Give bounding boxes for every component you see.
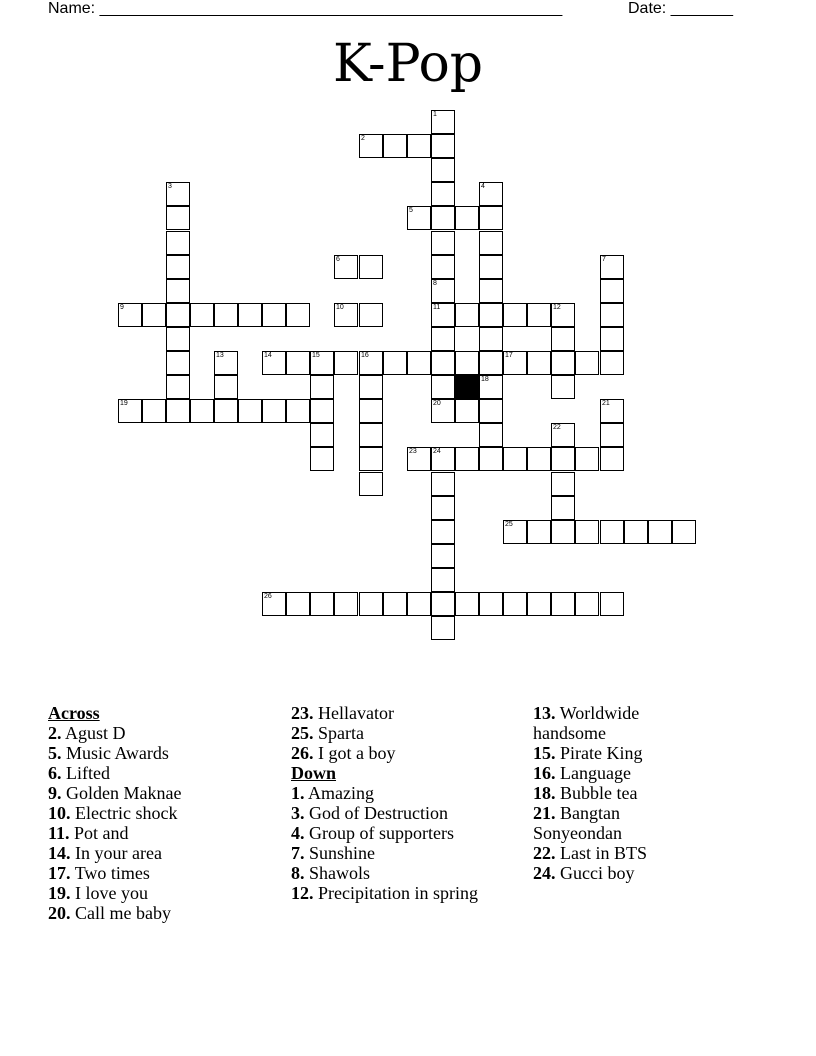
grid-cell[interactable] <box>262 351 286 375</box>
grid-cell[interactable] <box>479 327 503 351</box>
grid-cell[interactable] <box>527 303 551 327</box>
grid-cell[interactable] <box>455 447 479 471</box>
clue-across-2: 2. Agust D <box>48 723 126 743</box>
clue-across-14: 14. In your area <box>48 843 162 863</box>
down-heading: Down <box>291 763 337 783</box>
grid-cell[interactable] <box>407 447 431 471</box>
grid-cell[interactable] <box>166 279 190 303</box>
grid-cell[interactable] <box>527 351 551 375</box>
clues-column-3 <box>533 703 763 883</box>
clue-down-16: 16. Language <box>533 763 631 783</box>
grid-cell[interactable] <box>310 592 334 616</box>
cell-number: 10 <box>336 304 344 311</box>
grid-cell[interactable] <box>166 351 190 375</box>
clue-down-21: 21. Bangtan Sonyeondan <box>533 803 622 843</box>
grid-cell[interactable] <box>479 182 503 206</box>
grid-cell[interactable] <box>455 351 479 375</box>
grid-cell[interactable] <box>575 592 599 616</box>
grid-cell[interactable] <box>600 399 624 423</box>
cell-number: 17 <box>505 352 513 359</box>
grid-cell[interactable] <box>431 231 455 255</box>
grid-cell[interactable] <box>359 255 383 279</box>
grid-cell[interactable] <box>455 592 479 616</box>
grid-cell[interactable] <box>431 255 455 279</box>
cell-number: 14 <box>264 352 272 359</box>
cell-number: 16 <box>361 352 369 359</box>
grid-cell[interactable] <box>190 399 214 423</box>
cell-number: 18 <box>481 376 489 383</box>
grid-cell[interactable] <box>479 255 503 279</box>
grid-cell[interactable] <box>118 303 142 327</box>
grid-cell[interactable] <box>286 351 310 375</box>
clue-down-13: 13. Worldwide handsome <box>533 703 640 743</box>
cell-number: 2 <box>361 135 365 142</box>
grid-cell[interactable] <box>431 616 455 640</box>
grid-cell[interactable] <box>431 520 455 544</box>
grid-cell[interactable] <box>334 255 358 279</box>
grid-cell[interactable] <box>359 375 383 399</box>
grid-cell[interactable] <box>310 447 334 471</box>
cell-number: 4 <box>481 183 485 190</box>
grid-cell[interactable] <box>551 423 575 447</box>
grid-cell[interactable] <box>600 255 624 279</box>
grid-cell[interactable] <box>575 351 599 375</box>
grid-cell[interactable] <box>431 279 455 303</box>
grid-cell[interactable] <box>431 206 455 230</box>
grid-cell[interactable] <box>359 134 383 158</box>
clue-across-23: 23. Hellavator <box>291 703 394 723</box>
grid-cell[interactable] <box>455 399 479 423</box>
grid-cell[interactable] <box>479 279 503 303</box>
grid-cell[interactable] <box>575 520 599 544</box>
grid-cell[interactable] <box>262 303 286 327</box>
grid-cell[interactable] <box>166 303 190 327</box>
grid-cell[interactable] <box>479 231 503 255</box>
grid-cell[interactable] <box>407 134 431 158</box>
grid-cell[interactable] <box>551 303 575 327</box>
cell-number: 13 <box>216 352 224 359</box>
grid-cell[interactable] <box>431 182 455 206</box>
cell-number: 15 <box>312 352 320 359</box>
grid-cell[interactable] <box>479 447 503 471</box>
cell-number: 5 <box>409 207 413 214</box>
grid-cell[interactable] <box>551 472 575 496</box>
grid-cell[interactable] <box>310 351 334 375</box>
grid-cell[interactable] <box>551 447 575 471</box>
grid-cell[interactable] <box>624 520 648 544</box>
grid-cell[interactable] <box>600 327 624 351</box>
cell-number: 25 <box>505 521 513 528</box>
cell-number: 12 <box>553 304 561 311</box>
grid-cell[interactable] <box>262 592 286 616</box>
grid-cell[interactable] <box>214 399 238 423</box>
grid-cell[interactable] <box>190 303 214 327</box>
clue-down-8: 8. Shawols <box>291 863 371 883</box>
grid-cell[interactable] <box>551 327 575 351</box>
grid-cell[interactable] <box>503 303 527 327</box>
grid-cell[interactable] <box>142 303 166 327</box>
clue-across-25: 25. Sparta <box>291 723 364 743</box>
cell-number: 20 <box>433 400 441 407</box>
grid-cell[interactable] <box>455 206 479 230</box>
grid-cell[interactable] <box>383 351 407 375</box>
grid-cell[interactable] <box>648 520 672 544</box>
grid-cell[interactable] <box>431 399 455 423</box>
grid-cell[interactable] <box>479 206 503 230</box>
grid-cell[interactable] <box>551 351 575 375</box>
grid-cell[interactable] <box>503 592 527 616</box>
grid-cell[interactable] <box>431 472 455 496</box>
across-heading: Across <box>48 703 100 723</box>
grid-cell[interactable] <box>503 520 527 544</box>
clue-down-7: 7. Sunshine <box>291 843 376 863</box>
grid-cell[interactable] <box>672 520 696 544</box>
grid-cell[interactable] <box>431 375 455 399</box>
black-cell <box>455 375 479 399</box>
cell-number: 21 <box>602 400 610 407</box>
cell-number: 9 <box>120 304 124 311</box>
cell-number: 22 <box>553 424 561 431</box>
grid-cell[interactable] <box>551 496 575 520</box>
grid-cell[interactable] <box>334 592 358 616</box>
grid-cell[interactable] <box>286 399 310 423</box>
grid-cell[interactable] <box>479 423 503 447</box>
grid-cell[interactable] <box>214 351 238 375</box>
grid-cell[interactable] <box>166 182 190 206</box>
grid-cell[interactable] <box>334 351 358 375</box>
cell-number: 26 <box>264 593 272 600</box>
cell-number: 23 <box>409 448 417 455</box>
clue-down-24: 24. Gucci boy <box>533 863 635 883</box>
clue-across-9: 9. Golden Maknae <box>48 783 182 803</box>
grid-cell[interactable] <box>600 520 624 544</box>
grid-cell[interactable] <box>431 351 455 375</box>
grid-cell[interactable] <box>479 399 503 423</box>
clue-across-10: 10. Electric shock <box>48 803 178 823</box>
grid-cell[interactable] <box>600 303 624 327</box>
grid-cell[interactable] <box>551 592 575 616</box>
grid-cell[interactable] <box>575 447 599 471</box>
clue-across-19: 19. I love you <box>48 883 148 903</box>
grid-cell[interactable] <box>503 351 527 375</box>
grid-cell[interactable] <box>359 303 383 327</box>
grid-cell[interactable] <box>286 303 310 327</box>
grid-cell[interactable] <box>286 592 310 616</box>
grid-cell[interactable] <box>407 206 431 230</box>
grid-cell[interactable] <box>431 303 455 327</box>
grid-cell[interactable] <box>166 231 190 255</box>
grid-cell[interactable] <box>431 568 455 592</box>
grid-cell[interactable] <box>503 447 527 471</box>
grid-cell[interactable] <box>262 399 286 423</box>
grid-cell[interactable] <box>166 327 190 351</box>
grid-cell[interactable] <box>334 303 358 327</box>
grid-cell[interactable] <box>600 592 624 616</box>
clue-across-17: 17. Two times <box>48 863 150 883</box>
grid-cell[interactable] <box>600 447 624 471</box>
grid-cell[interactable] <box>431 110 455 134</box>
clue-down-12: 12. Precipitation in spring <box>291 883 478 903</box>
grid-cell[interactable] <box>407 351 431 375</box>
grid-cell[interactable] <box>118 399 142 423</box>
grid-cell[interactable] <box>359 592 383 616</box>
grid-cell[interactable] <box>431 327 455 351</box>
grid-cell[interactable] <box>310 423 334 447</box>
grid-cell[interactable] <box>431 158 455 182</box>
grid-cell[interactable] <box>383 134 407 158</box>
grid-cell[interactable] <box>166 375 190 399</box>
grid-cell[interactable] <box>238 303 262 327</box>
grid-cell[interactable] <box>359 423 383 447</box>
grid-cell[interactable] <box>359 472 383 496</box>
grid-cell[interactable] <box>431 592 455 616</box>
grid-cell[interactable] <box>455 303 479 327</box>
grid-cell[interactable] <box>238 399 262 423</box>
grid-cell[interactable] <box>407 592 431 616</box>
clue-down-18: 18. Bubble tea <box>533 783 638 803</box>
grid-cell[interactable] <box>359 399 383 423</box>
clue-down-4: 4. Group of supporters <box>291 823 454 843</box>
grid-cell[interactable] <box>431 496 455 520</box>
clues-column-2 <box>291 703 521 903</box>
grid-cell[interactable] <box>431 544 455 568</box>
grid-cell[interactable] <box>479 303 503 327</box>
grid-cell[interactable] <box>359 447 383 471</box>
cell-number: 11 <box>433 304 441 311</box>
cell-number: 3 <box>168 183 172 190</box>
puzzle-title: K-Pop <box>332 34 484 94</box>
grid-cell[interactable] <box>479 592 503 616</box>
grid-cell[interactable] <box>166 206 190 230</box>
grid-cell[interactable] <box>527 520 551 544</box>
clue-down-15: 15. Pirate King <box>533 743 643 763</box>
grid-cell[interactable] <box>551 520 575 544</box>
grid-cell[interactable] <box>383 592 407 616</box>
grid-cell[interactable] <box>310 375 334 399</box>
grid-cell[interactable] <box>166 399 190 423</box>
cell-number: 19 <box>120 400 128 407</box>
clue-down-22: 22. Last in BTS <box>533 843 648 863</box>
clue-across-20: 20. Call me baby <box>48 903 171 923</box>
grid-cell[interactable] <box>431 447 455 471</box>
grid-cell[interactable] <box>479 375 503 399</box>
cell-number: 6 <box>336 256 340 263</box>
clue-across-5: 5. Music Awards <box>48 743 169 763</box>
grid-cell[interactable] <box>551 375 575 399</box>
grid-cell[interactable] <box>214 375 238 399</box>
cell-number: 7 <box>602 256 606 263</box>
clue-down-1: 1. Amazing <box>291 783 374 803</box>
clue-across-11: 11. Pot and <box>48 823 129 843</box>
grid-cell[interactable] <box>166 255 190 279</box>
grid-cell[interactable] <box>600 351 624 375</box>
clue-across-6: 6. Lifted <box>48 763 110 783</box>
grid-cell[interactable] <box>600 423 624 447</box>
name-field-label[interactable]: Name: ____________________________________________________ <box>48 0 563 17</box>
cell-number: 24 <box>433 448 441 455</box>
grid-cell[interactable] <box>214 303 238 327</box>
grid-cell[interactable] <box>600 279 624 303</box>
grid-cell[interactable] <box>310 399 334 423</box>
cell-number: 1 <box>433 111 437 118</box>
grid-cell[interactable] <box>142 399 166 423</box>
grid-cell[interactable] <box>359 351 383 375</box>
clue-down-3: 3. God of Destruction <box>291 803 448 823</box>
grid-cell[interactable] <box>527 447 551 471</box>
clue-across-26: 26. I got a boy <box>291 743 396 763</box>
grid-cell[interactable] <box>479 351 503 375</box>
cell-number: 8 <box>433 280 437 287</box>
date-field-label[interactable]: Date: _______ <box>628 0 733 17</box>
grid-cell[interactable] <box>431 134 455 158</box>
grid-cell[interactable] <box>527 592 551 616</box>
clues-column-1 <box>48 703 278 923</box>
